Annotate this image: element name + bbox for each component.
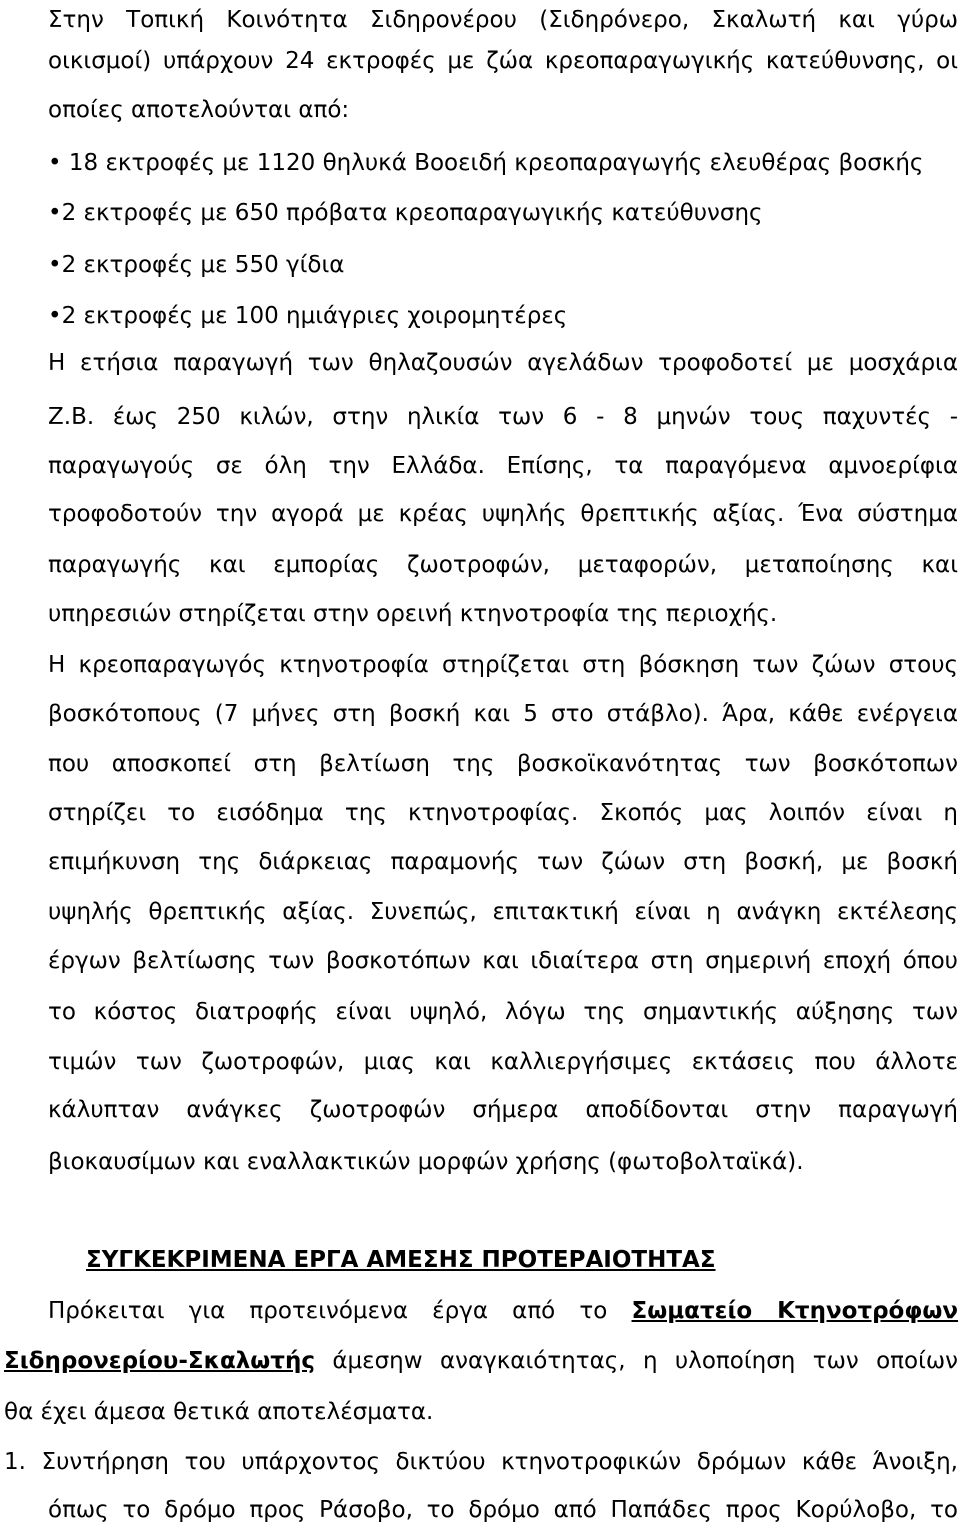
project-item-1-line-2: όπως το δρόμο προς Ράσοβο, το δρόμο από Παπάδες προς Κορύλοβο, το [48, 1497, 958, 1523]
projects-intro-continuation: άμεσηw αναγκαιότητας, η υλοποίηση των οποίων [314, 1348, 958, 1374]
bullet-item: • 18 εκτροφές με 1120 θηλυκά Βοοειδή κρεοπαραγωγής ελευθέρας βοσκής [48, 150, 924, 176]
paragraph-line: τροφοδοτούν την αγορά με κρέας υψηλής θρεπτικής αξίας. Ένα σύστημα [48, 501, 958, 527]
intro-line-1: Στην Τοπική Κοινότητα Σιδηρονέρου (Σιδηρόνερο, Σκαλωτή και γύρω [48, 7, 958, 33]
paragraph-line: βοσκότοπους (7 μήνες στη βοσκή και 5 στο στάβλο). Άρα, κάθε ενέργεια [48, 701, 958, 727]
bullet-item: •2 εκτροφές με 100 ημιάγριες χοιρομητέρες [48, 303, 568, 329]
paragraph-line: Η ετήσια παραγωγή των θηλαζουσών αγελάδων τροφοδοτεί με μοσχάρια [48, 350, 958, 376]
projects-intro-text: Πρόκειται για προτεινόμενα έργα από το [48, 1298, 608, 1324]
section-heading: ΣΥΓΚΕΚΡΙΜΕΝΑ ΕΡΓΑ ΑΜΕΣΗΣ ΠΡΟΤΕΡΑΙΟΤΗΤΑΣ [86, 1247, 716, 1273]
paragraph-line: που αποσκοπεί στη βελτίωση της βοσκοϊκανότητας των βοσκότοπων [48, 751, 958, 777]
paragraph-line: Η κρεοπαραγωγός κτηνοτροφία στηρίζεται στη βόσκηση των ζώων στους [48, 652, 958, 678]
intro-line-2: οικισμοί) υπάρχουν 24 εκτροφές με ζώα κρεοπαραγωγικής κατεύθυνσης, οι [48, 48, 958, 74]
paragraph-line: Ζ.Β. έως 250 κιλών, στην ηλικία των 6 - 8 μηνών τους παχυντές - [48, 404, 958, 430]
paragraph-line: παραγωγής και εμπορίας ζωοτροφών, μεταφορών, μεταποίησης και [48, 552, 958, 578]
paragraph-line: υψηλής θρεπτικής αξίας. Συνεπώς, επιτακτική είναι η ανάγκη εκτέλεσης [48, 899, 958, 925]
paragraph-line: στηρίζει το εισόδημα της κτηνοτροφίας. Σκοπός μας λοιπόν είναι η [48, 800, 958, 826]
intro-line-3: οποίες αποτελούνται από: [48, 97, 350, 123]
paragraph-line: έργων βελτίωσης των βοσκοτόπων και ιδιαίτερα στη σημερινή εποχή όπου [48, 948, 958, 974]
projects-intro-line-3: θα έχει άμεσα θετικά αποτελέσματα. [4, 1399, 434, 1425]
paragraph-line: βιοκαυσίμων και εναλλακτικών μορφών χρήσης (φωτοβολταϊκά). [48, 1149, 804, 1175]
bullet-item: •2 εκτροφές με 650 πρόβατα κρεοπαραγωγικής κατεύθυνσης [48, 200, 763, 226]
projects-intro-line-2 [4, 1341, 958, 1381]
association-name-part-2: Σιδηρονερίου-Σκαλωτής [4, 1348, 315, 1374]
bullet-item: •2 εκτροφές με 550 γίδια [48, 252, 345, 278]
association-name-part-1: Σωματείο Κτηνοτρόφων [631, 1298, 959, 1324]
projects-intro-line-1 [48, 1291, 958, 1331]
paragraph-line: κάλυπταν ανάγκες ζωοτροφών σήμερα αποδίδονται στην παραγωγή [48, 1097, 958, 1123]
paragraph-line: το κόστος διατροφής είναι υψηλό, λόγω της σημαντικής αύξησης των [48, 999, 958, 1025]
project-item-1-line-1: 1. Συντήρηση του υπάρχοντος δικτύου κτηνοτροφικών δρόμων κάθε Άνοιξη, [4, 1449, 958, 1475]
paragraph-line: επιμήκυνση της διάρκειας παραμονής των ζώων στη βοσκή, με βοσκή [48, 849, 958, 875]
paragraph-line: υπηρεσιών στηρίζεται στην ορεινή κτηνοτροφία της περιοχής. [48, 601, 778, 627]
paragraph-line: τιμών των ζωοτροφών, μιας και καλλιεργήσιμες εκτάσεις που άλλοτε [48, 1049, 958, 1075]
paragraph-line: παραγωγούς σε όλη την Ελλάδα. Επίσης, τα παραγόμενα αμνοερίφια [48, 453, 958, 479]
